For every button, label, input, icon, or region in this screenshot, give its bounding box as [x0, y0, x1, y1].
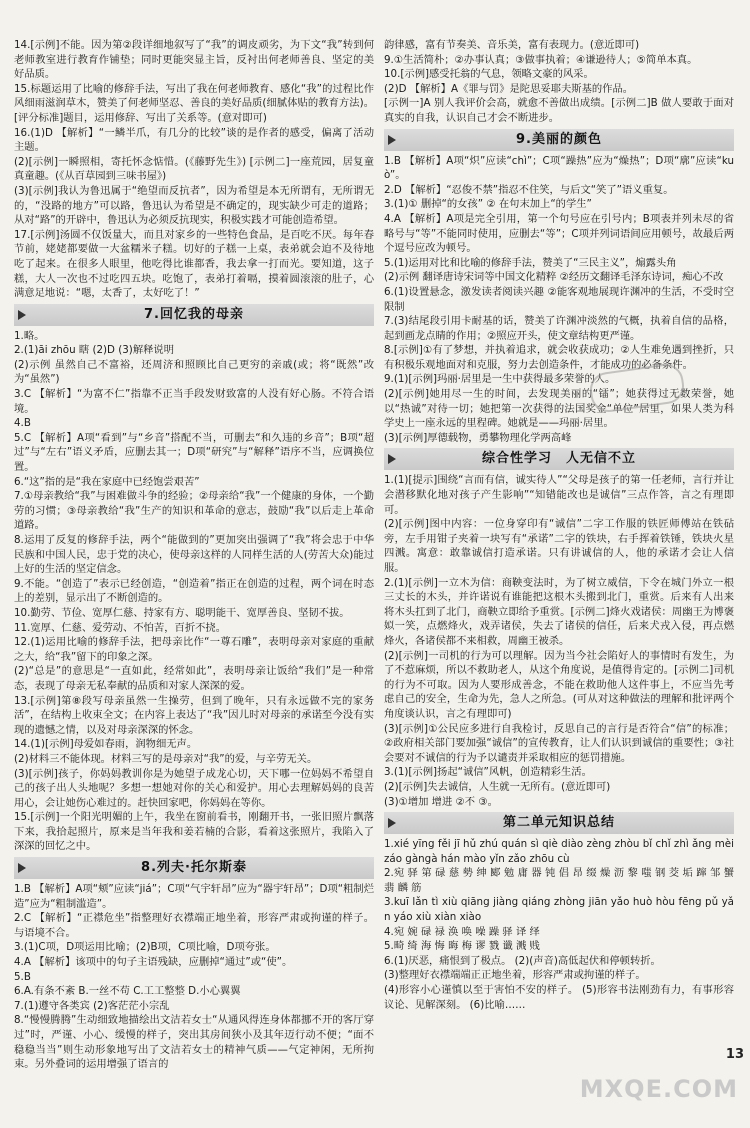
section-header — [384, 129, 734, 151]
answer-paragraph: 9.不能。“创造了”表示已经创造，“创造着”指正在创造的过程，两个词在时态上的差别，显示出了不断创造的。 — [14, 577, 374, 605]
answer-paragraph: (3)[示例]厚德载物，勇攀物理化学两高峰 — [384, 431, 572, 444]
answer-paragraph: 1.B 【解析】A项“颊”应读“jiá”；C项“气宇轩昂”应为“器宇轩昂”；D项“粗制烂造”应为“粗制滥造”。 — [14, 883, 374, 910]
left-column — [14, 38, 374, 1072]
answer-paragraph: 7.(1)遵守各类宾 (2)客茫茫小宗乱 — [14, 999, 170, 1012]
answer-paragraph: 5.B — [14, 970, 31, 983]
answer-paragraph: 2.(1)āi zhōu 瞎 (2)D (3)解释说明 — [14, 344, 175, 357]
answer-paragraph: 韵律感，富有节奏美、音乐美，富有表现力。(意近即可) — [384, 39, 640, 51]
answer-paragraph: 3.(1)C项，D项运用比喻；(2)B项，C项比喻，D项夸张。 — [14, 941, 276, 954]
arrow-icon — [388, 454, 396, 464]
answer-paragraph: 3.C 【解析】“为富不仁”指靠不正当手段发财致富的人没有好心肠。不符合语境。 — [14, 388, 374, 415]
answer-paragraph: 1.xié yīng fěi jī hǔ zhú quán sì qiè diào zèng zhòu bǐ chǐ zhì ǎng mèi záo gàngà hán mào yǐn zǎo zhōu cù — [384, 838, 734, 865]
answer-paragraph: 5.(1)运用对比和比喻的修辞手法，赞美了“三民主义”，煽露头角 — [384, 256, 677, 269]
answer-paragraph: 9.(1)[示例]玛丽·居里是一生中获得最多荣誉的人。 — [384, 373, 616, 386]
answer-paragraph: (3)[示例]①公民应多进行自我检讨，反思自己的言行是否符合“信”的标准；②政府相关部门要加强“诚信”的宣传教育，让人们认识到诚信的重要性；③社会要对不诚信的行为予以谴责并采取相应的惩罚措施。 — [384, 722, 734, 764]
answer-paragraph: (3)[示例]我认为鲁迅属于“绝望而反抗者”，因为希望是本无所谓有，无所谓无的，“没路的地方”可以路，鲁迅认为希望是不确定的，现实缺少可走的道路；从对“路”的开辟中，鲁迅认为必须反抗现实，积极实践才可能创造希望。 — [14, 184, 374, 227]
answer-paragraph: 2.宛 驿 第 碌 慈 勢 绅 郾 勉 庸 器 钝 倡 昂 缀 燥 沥 黎 嗤 钢 茭 垢 蹿 邹 蟹 翡 麟 筋 — [384, 867, 734, 894]
section-header — [14, 857, 374, 879]
answer-paragraph: 8.“慢慢腾腾”生动细致地描绘出文洁若女士“从通风得连身体都挪不开的客厅穿过”时，严谨、小心、缓慢的样子，突出其房间狭小及其年迈行动不便；“面不稳稳当当”则生动形象地写出了文洁若女士的精神气质——气定神闲，无所拘束。另外叠词的运用增强了语言的 — [14, 1014, 374, 1071]
answer-paragraph: 10.勤劳、节俭、宽厚仁慈、持家有方、聪明能干、宽厚善良、坚韧不拔。 — [14, 606, 350, 619]
answer-paragraph: 9.①生活简朴；②办事认真；③做事执着；④谦逊待人；⑤简单本真。 — [384, 53, 698, 66]
answer-paragraph: (3)①增加 增进 ②不 ③。 — [384, 795, 498, 808]
answer-paragraph: 1.略。 — [14, 329, 45, 342]
answer-paragraph: 1.B 【解析】A项“炽”应读“chì”；C项“躁热”应为“燥热”；D项“廓”应读“kuò”。 — [384, 154, 734, 182]
answer-paragraph: 13.[示例]第⑧段写母亲虽然一生操劳，但到了晚年，只有永远做不完的家务活”，在结构上收束全文；在内容上表达了“我”因儿时对母亲的承诺至今没有实现的遗憾之情，以及对母亲深深的怀念。 — [14, 694, 374, 736]
answer-paragraph: 5.C 【解析】A项“看到”与“乡音”搭配不当，可删去“和久违的乡音”；B项“超过”与“左右”语义矛盾，应删去其一；D项“研究”与“解释”语序不当，应调换位置。 — [14, 431, 374, 474]
answer-paragraph: 6.(1)设置悬念，激发读者阅读兴趣 ②能客观地展现许渊冲的生活，不受时空限制 — [384, 285, 734, 313]
answer-paragraph: 11.宽厚、仁慈、爱劳动、不怕苦，百折不挠。 — [14, 621, 227, 634]
answer-paragraph: 3.kuī lǎn tì xiù qiāng jiàng qiáng zhòng jiān yǎo huò hòu fēng pǔ yǎn yáo xiù xiàn xiào — [384, 896, 734, 924]
answer-paragraph: 7.(3)结尾段引用卡耐基的话，赞美了许渊冲淡然的气概，执着自信的品格，起到画龙点睛的作用；②照应开头，使文章结构更严谨。 — [384, 315, 734, 342]
answer-paragraph: 15.[示例]一个阳光明媚的上午，我坐在窗前看书，刚翻开书，一张旧照片飘落下来，我拾起照片，原来是当年我和姜若楠的合影，看着这张照片，我陷入了深深的回忆之中。 — [14, 811, 374, 853]
answer-paragraph: 5.畸 绮 海 悔 晦 梅 谬 戮 谶 溅 贱 — [384, 940, 540, 953]
answer-paragraph: 14.[示例]不能。因为第②段详细地叙写了“我”的调皮顽劣，为下文“我”转到何老师教室进行教育作铺垫；同时更能突显主旨，反衬出何老师善良、坚定的美好品质。 — [14, 39, 374, 81]
arrow-icon — [388, 818, 396, 828]
answer-paragraph: 2.D 【解析】“忍俊不禁”指忍不住笑，与后文“笑了”语义重复。 — [384, 183, 674, 196]
answer-paragraph: (4)形容小心谨慎以至于害怕不安的样子。 (5)形容书法刚劲有力，有事形容议论、见解深刻。 (6)比喻…… — [384, 984, 734, 1011]
answer-paragraph: (2)[示例]失去诚信，人生就一无所有。(意近即可) — [384, 780, 611, 793]
answer-paragraph: 4.宛 婉 碌 禄 涣 唤 噪 躁 驿 译 绎 — [384, 925, 540, 938]
answer-paragraph: (2)示例 翻译唐诗宋词等中国文化精粹 ②经历文翻译毛泽东诗词，痴心不改 — [384, 271, 724, 284]
answer-paragraph: 10.[示例]感受托翁的气息，领略文豪的风采。 — [384, 68, 594, 81]
section-header — [384, 448, 734, 470]
answer-paragraph: 4.A 【解析】A项是完全引用，第一个句号应在引号内；B项表并列未尽的省略号与“等”不能同时使用，应删去“等”；C项并列词语间应用顿号，故最后两个逗号应改为顿号。 — [384, 212, 734, 255]
page-number: 13 — [725, 1047, 744, 1062]
section-title: 综合性学习 人无信不立 — [481, 451, 636, 467]
answer-paragraph: 8.运用了反复的修辞手法，两个“能做到的”更加突出强调了“我”将会忠于中华民族和中国人民，忠于党的决心，使母亲这样的人同样生活的人(劳苦大众)能过上好的生活的坚定信念。 — [14, 534, 374, 576]
answer-paragraph: 2.(1)[示例]一立木为信：商鞅变法时，为了树立威信，下令在城门外立一根三丈长的木头，并许诺说有谁能把这根木头搬到北门，重赏。后来有人出来将木头扛到了北门，商鞅立即给予重赏。[示例二]烽火戏诸侯：周幽王为博褒姒一笑，点燃烽火，戏弄诸侯，失去了诸侯的信任，后来犬戎入侵，再点燃烽火，各诸侯都不来相救，周幽王被杀。 — [384, 576, 734, 647]
arrow-icon — [18, 863, 26, 873]
answer-paragraph: (2)[示例]她用尽一生的时间，去发现美丽的“镭”；她获得过无数荣誉，她以“热诚”对待一切；她把第一次获得的法国奖金“单位”居里，如果人类为科学史上一座永远的里程碑。她就是——玛丽·居里。 — [384, 388, 734, 430]
section-title: 9.美丽的颜色 — [516, 131, 602, 147]
answer-paragraph: 15.标题运用了比喻的修辞手法，写出了我在何老师教育、感化“我”的过程比作风细雨滋润草木，赞美了何老师坚忍、善良的美好品质(细腻体贴的教育方法)。[评分标准]题目，运用修辞、写出了关系等。(意对即可) — [14, 82, 374, 124]
watermark-logo: MXQE.COM — [579, 1075, 738, 1103]
answer-paragraph: (2)“总是”的意思是“一直如此，经常如此”，表明母亲让饭给“我们”是一种常态，表现了母亲无私奉献的品质和对家人深深的爱。 — [14, 665, 374, 692]
answer-paragraph: 14.(1)[示例]母爱如春雨，润物细无声。 — [14, 738, 198, 751]
answer-paragraph: (2)材料三不能体现。材料三写的是母亲对“我”的爱，与辛劳无关。 — [14, 752, 318, 765]
answer-paragraph: 6.(1)厌恶，痛恨到了极点。 (2)(声音)高低起伏和停顿转折。 — [384, 954, 661, 967]
answer-paragraph: 3.(1)① 删掉“的女孩” ② 在句末加上“的学生” — [384, 198, 592, 211]
answer-paragraph: (2)示例 虽然自己不富裕，还周济和照顾比自己更穷的亲戚(或；将“既然”改为“虽然”) — [14, 358, 374, 386]
answer-paragraph: (3)整理好衣襟端端正正地坐着，形容严肃或拘谨的样子。 — [384, 969, 646, 982]
arrow-icon — [18, 310, 26, 320]
answer-paragraph: 6.A.有条不紊 B.一丝不苟 C.工工整整 D.小心翼翼 — [14, 985, 241, 998]
answer-paragraph: 17.[示例]汤圆不仅饭量大，而且对家乡的一些特色食品，是百吃不厌。每年春节前，姥姥都要做一大盆糯米子糕。切好的子糕一上桌，表弟就会迫不及待地吃了起来。在很多人眼里，他吃得比谁都香，我去拿一打而光。要知道，这子糕，大人一次也不过吃四五块。吃饱了，表弟打着嗝，摸着圆滚滚的肚子，心满意足地说：“嗯，太香了，太好吃了！” — [14, 228, 374, 300]
answer-paragraph: 4.A 【解析】该项中的句子主语残缺，应删掉“通过”或“使”。 — [14, 956, 293, 969]
section-title: 8.列夫·托尔斯泰 — [141, 860, 247, 876]
answer-paragraph: 12.(1)运用比喻的修辞手法，把母亲比作“一尊石雕”，表明母亲对家庭的重献之大，给“我”留下的印象之深。 — [14, 636, 374, 663]
section-header — [14, 304, 374, 326]
answer-paragraph: (2)D 【解析】A《罪与罚》是陀思妥耶夫斯基的作品。 — [384, 82, 634, 95]
answer-paragraph: (2)[示例]一瞬照相，寄托怀念惦惜。(《藤野先生》) [示例二]一座荒园，居复童真童趣。(《从百草园到三味书屋》) — [14, 155, 374, 183]
section-title: 7.回忆我的母亲 — [144, 306, 244, 322]
section-header — [384, 812, 734, 834]
answer-paragraph: (2)[示例]图中内容：一位身穿印有“诚信”二字工作服的铁匠师傅站在铁砧旁，左手用钳子夹着一块写有“承诺”二字的铁块，右手挥着铁锤，铁块火星四溅。寓意：敢靠诚信打造承诺。只有讲诚信的人，他的承诺才会让人信服。 — [384, 518, 734, 574]
answer-paragraph: [示例一]A 别人我评价会高，就愈不善做出成绩。[示例二]B 做人要敢于面对真实的自我，认识自己才会不断进步。 — [384, 97, 734, 124]
answer-paragraph: 2.C 【解析】“正襟危坐”指整理好衣襟端正地坐着，形容严肃或拘谨的样子。与语境不合。 — [14, 912, 374, 939]
answer-paragraph: (3)[示例]孩子，你妈妈教训你是为她望子成龙心切，天下哪一位妈妈不希望自己的孩子出人头地呢？多想一想她对你的关心和爱护。用心去理解妈妈的良苦用心，会让她伤心难过的。赶快回家吧，你妈妈在等你。 — [14, 767, 374, 809]
right-column — [384, 38, 734, 1012]
answer-paragraph: 16.(1)D 【解析】“一鳞半爪，有几分的比较”谈的是作者的感受，偏离了活动主题。 — [14, 126, 374, 154]
answer-paragraph: 1.(1)[提示]围绕“言而有信，诚实待人”“父母是孩子的第一任老师，言行并让会潜移默化地对孩子产生影响”“知错能改也是诚信”三点作答，言之有理即可。 — [384, 474, 734, 516]
answer-paragraph: 4.B — [14, 417, 31, 430]
answer-paragraph: 8.[示例]①有了梦想，并执着追求，就会收获成功；②人生难免遇到挫折，只有积极乐观地面对和克服，努力去创造条件，才能成功的必备条件。 — [384, 344, 734, 371]
answer-paragraph: 6.“这”指的是“我在家庭中已经饱尝艰苦” — [14, 475, 200, 488]
answer-paragraph: 3.(1)[示例]扬起“诚信”风帆，创造精彩生活。 — [384, 766, 592, 779]
answer-paragraph: 7.①母亲教给“我”与困难做斗争的经验；②母亲给“我”一个健康的身体，一个勤劳的习惯；③母亲教给“我”生产的知识和革命的意志，鼓励“我”以后走上革命道路。 — [14, 490, 374, 532]
arrow-icon — [388, 135, 396, 145]
section-title: 第二单元知识总结 — [502, 815, 615, 831]
answer-paragraph: (2)[示例]一司机的行为可以理解。因为当今社会陷好人的事情时有发生，为了不惹麻烦，所以不救助老人，从这个角度说，是值得肯定的。[示例二]司机的行为不可取。因为人要形成善念，不能在救助他人这件事上，不应当先考虑自己的安全，生命为先，急人之所急。(可从对这种做法的理解和批评两个角度谈认识，言之有理即可) — [384, 649, 734, 720]
